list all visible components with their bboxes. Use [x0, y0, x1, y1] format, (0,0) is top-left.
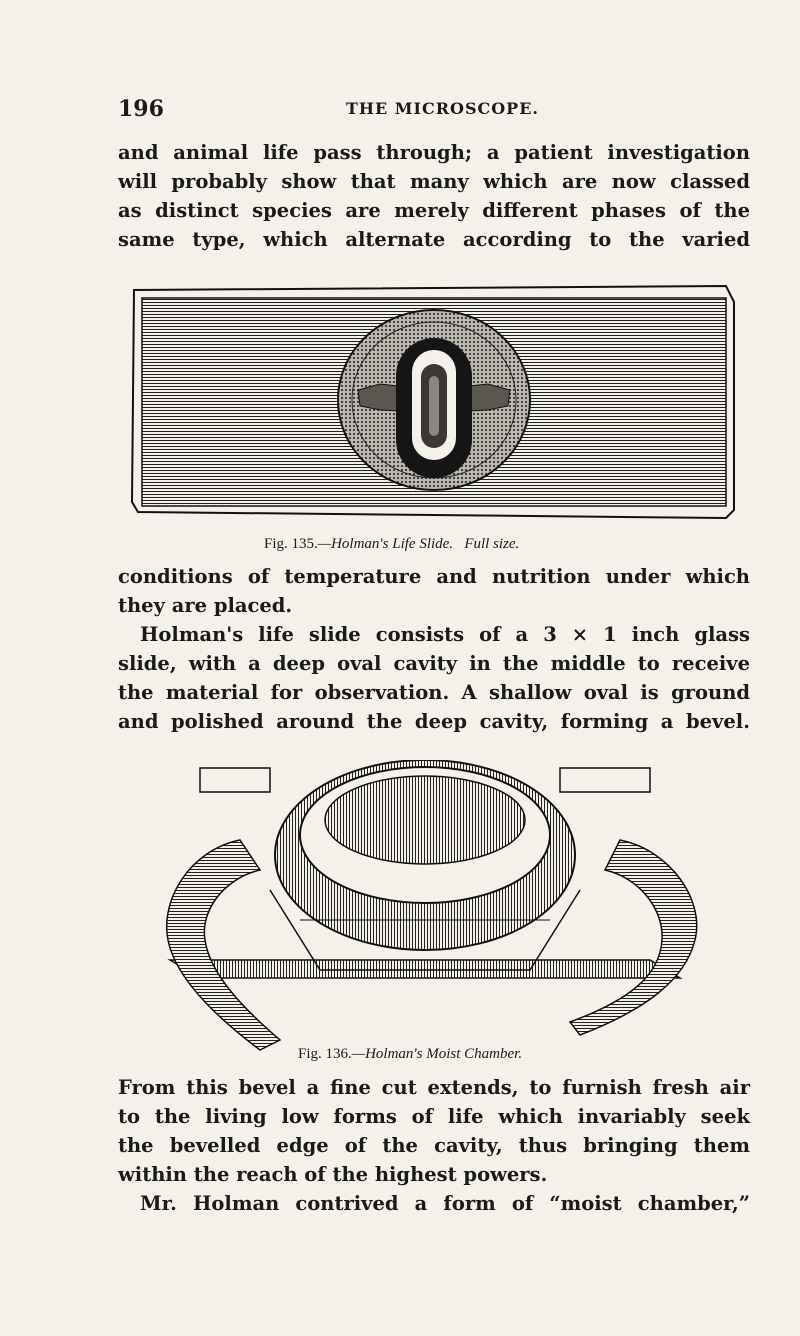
text-line: the material for observation. A shallow oval is ground: [118, 681, 750, 704]
paragraph-3: [118, 1073, 750, 1218]
text-line: they are placed.: [118, 594, 293, 617]
text-line: From this bevel a fine cut extends, to furnish fresh air: [118, 1076, 750, 1099]
figure-number: Fig. 136.: [298, 1046, 352, 1062]
text-line: to the living low forms of life which invariably seek: [118, 1105, 750, 1128]
page-header: [118, 96, 738, 124]
text-line: as distinct species are merely different phases of the: [118, 199, 750, 222]
text-line: same type, which alternate according to the varied: [118, 228, 750, 251]
page-number: 196: [118, 96, 164, 122]
text-line: and polished around the deep cavity, forming a bevel.: [118, 710, 750, 733]
figure-size-note: Full size.: [464, 536, 520, 552]
text-line: Mr. Holman contrived a form of “moist chamber,”: [140, 1192, 750, 1215]
paragraph-1: [118, 138, 750, 254]
paragraph-2: [118, 562, 750, 736]
figure-135-caption: [264, 536, 519, 553]
figure-caption-text: —Holman's Moist Chamber.: [351, 1046, 523, 1062]
running-head: THE MICROSCOPE.: [346, 99, 539, 118]
text-line: within the reach of the highest powers.: [118, 1163, 548, 1186]
text-line: and animal life pass through; a patient investigation: [118, 141, 750, 164]
figure-number: Fig. 135.: [264, 536, 318, 552]
figure-136-caption: [298, 1046, 522, 1063]
life-slide-illustration: [128, 280, 740, 520]
text-line: the bevelled edge of the cavity, thus bringing them: [118, 1134, 750, 1157]
text-line: slide, with a deep oval cavity in the middle to receive: [118, 652, 750, 675]
text-line: conditions of temperature and nutrition under which: [118, 565, 750, 588]
figure-caption-text: —Holman's Life Slide.: [317, 536, 454, 552]
moist-chamber-illustration: [150, 760, 710, 1060]
text-line: Holman's life slide consists of a 3 × 1 inch glass: [140, 623, 750, 646]
text-line: will probably show that many which are now classed: [118, 170, 750, 193]
